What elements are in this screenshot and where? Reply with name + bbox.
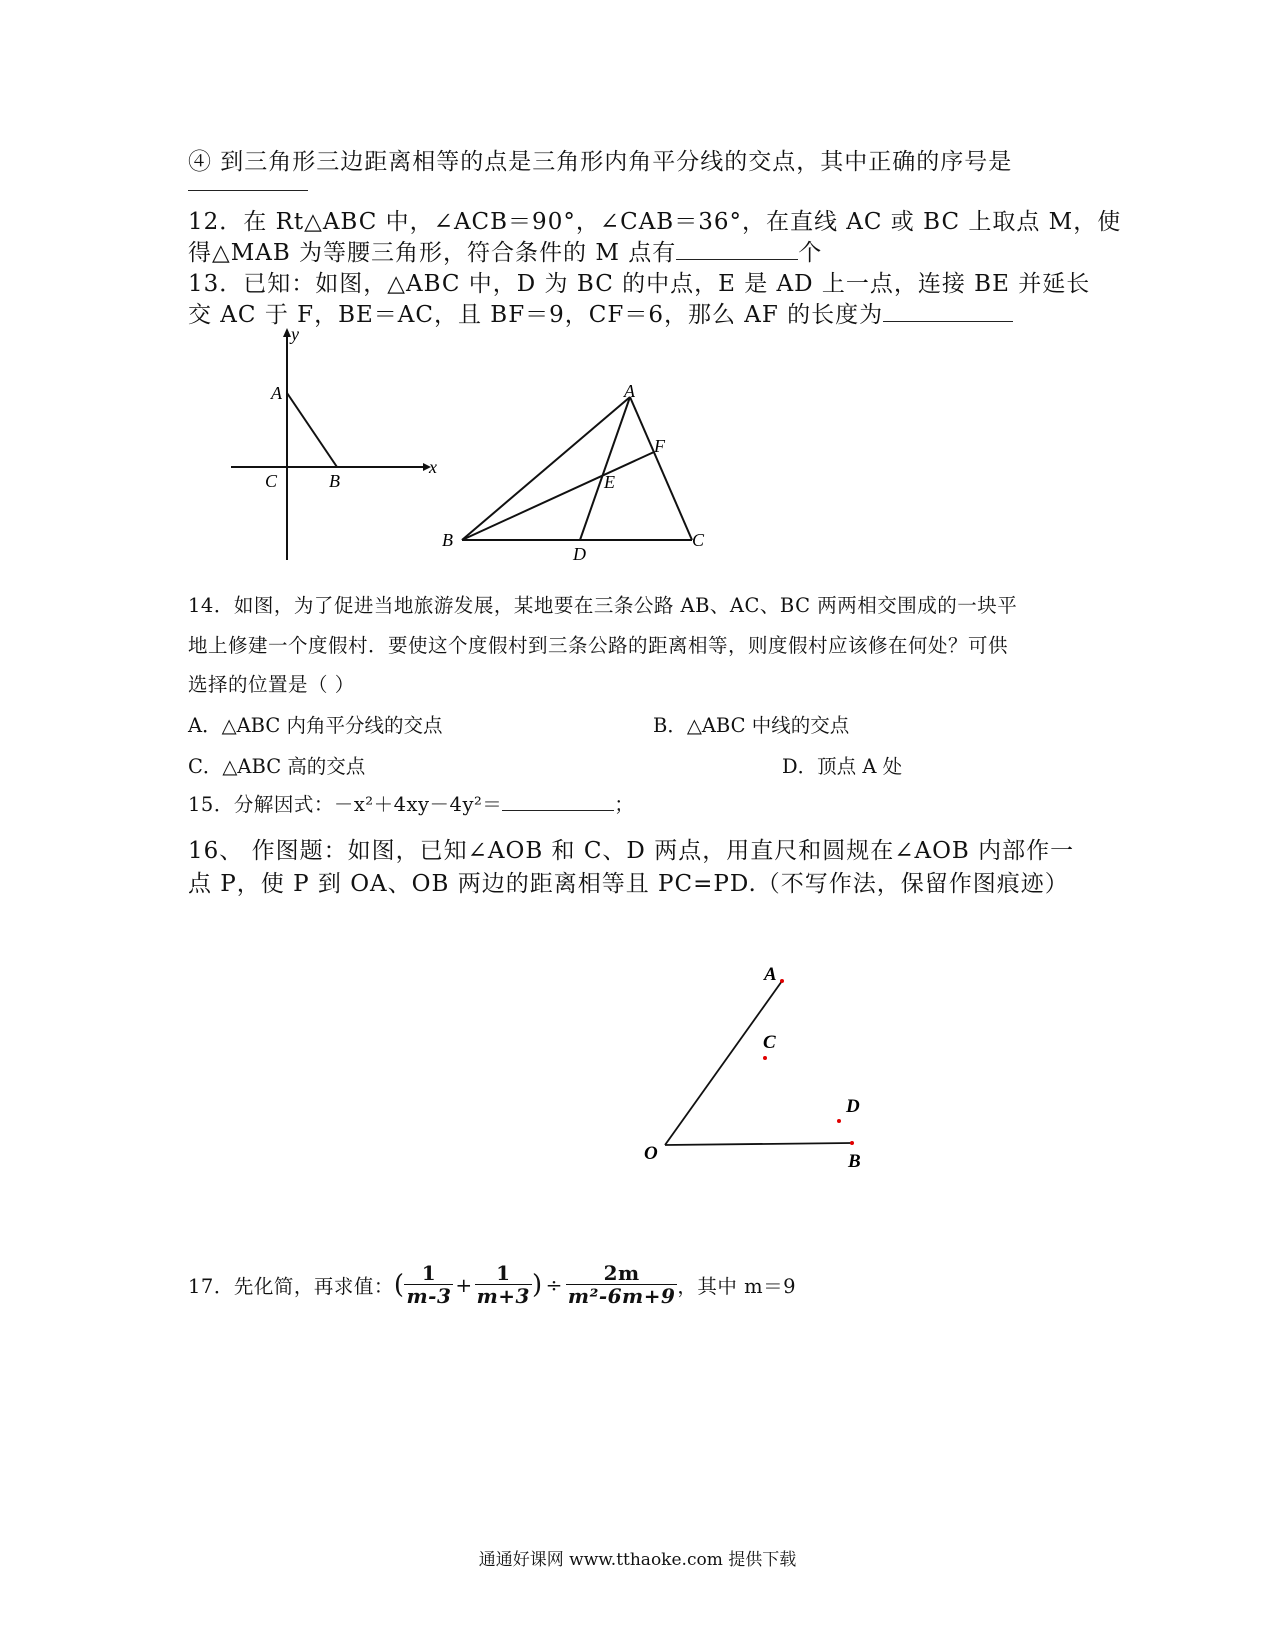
coordinate-figure <box>225 325 455 575</box>
q13-line2: 交 AC 于 F，BE＝AC，且 BF＝9，CF＝6，那么 AF 的长度为 <box>188 296 1013 329</box>
angle-label-o: O <box>644 1143 658 1164</box>
coord-label-y: y <box>291 325 299 344</box>
q11-answer-blank[interactable] <box>188 170 308 195</box>
q17-fraction-1: $\frac{1}{m-3}$ <box>406 1261 452 1308</box>
q13-answer-blank[interactable] <box>883 301 1013 322</box>
tri-label-e: E <box>604 472 615 492</box>
angle-label-c: C <box>763 1032 776 1053</box>
angle-label-d: D <box>846 1096 860 1117</box>
tri-label-b: B <box>442 530 453 550</box>
coord-label-a: A <box>271 383 282 403</box>
q14-option-d[interactable]: D．顶点 A 处 <box>782 755 903 778</box>
point-b <box>850 1141 854 1145</box>
q11-statement-4: ④ 到三角形三边距离相等的点是三角形内角平分线的交点，其中正确的序号是 <box>188 149 1013 175</box>
angle-label-a: A <box>764 964 777 985</box>
q14-line3: 选择的位置是（ ） <box>188 673 355 696</box>
q15-answer-blank[interactable] <box>502 790 614 811</box>
point-a <box>780 979 784 983</box>
angle-label-b: B <box>848 1151 861 1170</box>
q17-fraction-3: $\frac{2m}{\text{m²-6m+9}}$ <box>567 1261 676 1308</box>
q16-line1: 16、 作图题：如图，已知∠AOB 和 C、D 两点，用直尺和圆规在∠AOB 内部作一 <box>188 838 1075 864</box>
footer-source: 通通好课网 www.tthaoke.com 提供下载 <box>478 1550 797 1570</box>
q17-line: 17．先化简，再求值： ( $\frac{1}{m-3}$ + $\frac{1}{m+3}$ ) ÷ $\frac{2m}{\text{m²-6m+9}}$ ，其中 m＝9 <box>188 1261 796 1308</box>
q14-option-a[interactable]: A．△ABC 内角平分线的交点 <box>188 714 443 737</box>
q14-line1: 14．如图，为了促进当地旅游发展，某地要在三条公路 AB、AC、BC 两两相交围成的一块平 <box>188 594 1018 617</box>
point-d <box>837 1119 841 1123</box>
q14-option-c[interactable]: C．△ABC 高的交点 <box>188 755 366 778</box>
coord-label-b: B <box>329 471 340 491</box>
triangle-figure <box>440 375 740 575</box>
tri-label-d: D <box>573 544 586 564</box>
q16-line2: 点 P，使 P 到 OA、OB 两边的距离相等且 PC=PD.（不写作法，保留作图痕迹） <box>188 871 1069 897</box>
q13-line1: 13．已知：如图，△ABC 中，D 为 BC 的中点，E 是 AD 上一点，连接 BE 并延长 <box>188 271 1091 297</box>
point-c <box>763 1056 767 1060</box>
coord-label-c: C <box>265 471 278 491</box>
q12-line2: 得△MAB 为等腰三角形，符合条件的 M 点有 个 <box>188 240 823 266</box>
q17-fraction-2: $\frac{1}{m+3}$ <box>476 1261 530 1308</box>
q14-line2: 地上修建一个度假村．要使这个度假村到三条公路的距离相等，则度假村应该修在何处？可供 <box>188 634 1009 657</box>
angle-figure <box>630 955 890 1170</box>
q15-line: 15．分解因式：－x²＋4xy－4y²＝ ； <box>188 789 634 817</box>
tri-label-a: A <box>624 381 635 401</box>
tri-label-f: F <box>654 436 665 456</box>
coord-label-x: x <box>429 457 437 477</box>
q12-answer-blank[interactable] <box>676 239 798 260</box>
q14-option-b[interactable]: B．△ABC 中线的交点 <box>653 714 850 737</box>
q12-line1: 12．在 Rt△ABC 中，∠ACB＝90°，∠CAB＝36°，在直线 AC 或 BC 上取点 M，使 <box>188 209 1122 235</box>
tri-label-c: C <box>692 530 705 550</box>
